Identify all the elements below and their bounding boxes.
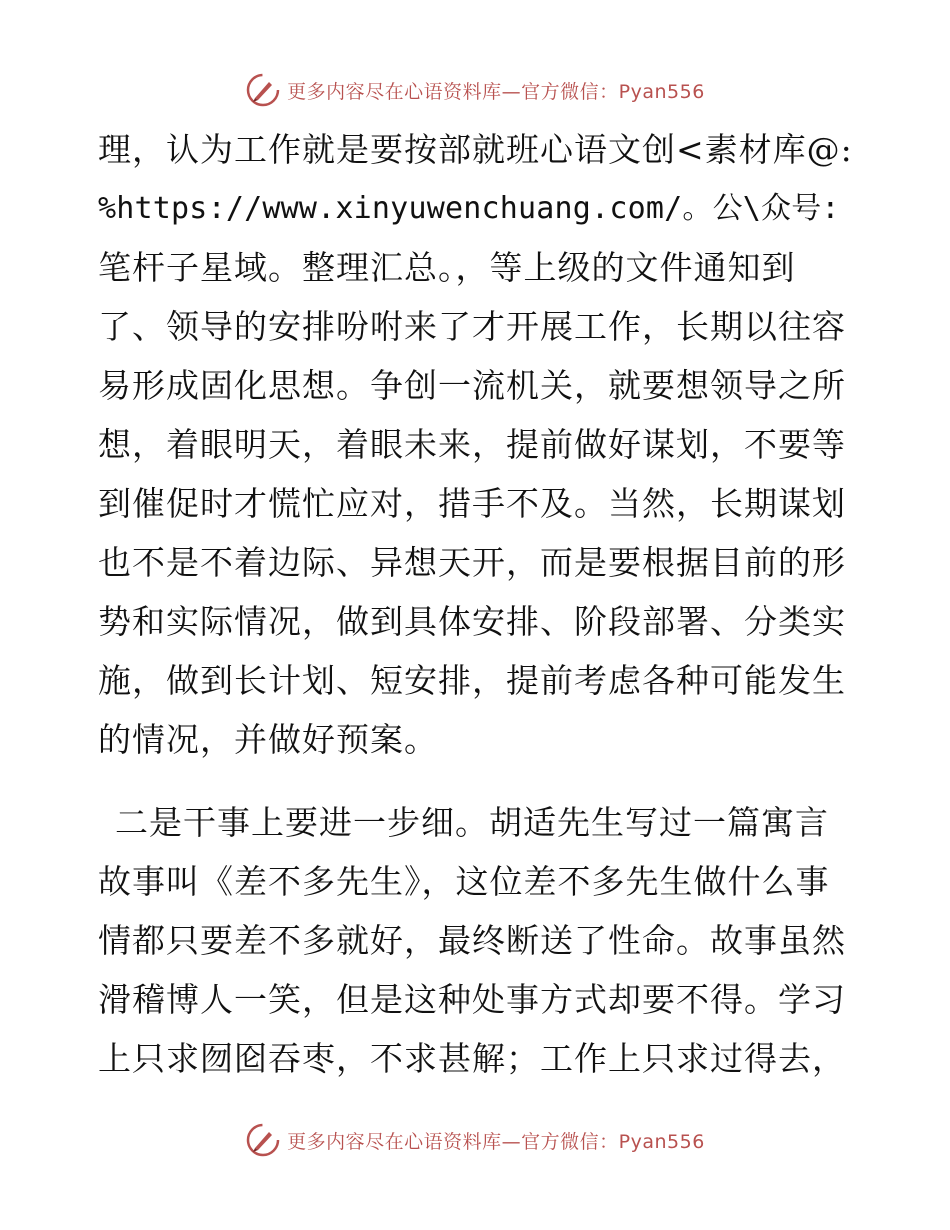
text-line: 了、领导的安排吩咐来了才开展工作，长期以往容	[98, 307, 846, 346]
header-banner-text: 更多内容尽在心语资料库—官方微信：Pyan556	[287, 80, 705, 103]
header-banner	[0, 70, 950, 110]
document-body	[98, 120, 858, 1088]
text-line: 易形成固化思想。争创一流机关，就要想领导之所	[98, 366, 846, 405]
text-line: 的情况，并做好预案。	[98, 720, 438, 759]
quill-pen-icon	[245, 1122, 281, 1158]
text-line: 施，做到长计划、短安排，提前考虑各种可能发生	[98, 661, 846, 700]
text-line: 上只求囫囵吞枣，不求甚解；工作上只求过得去，	[98, 1039, 846, 1078]
text-line: 二是干事上要进一步细。胡适先生写过一篇寓言	[115, 803, 829, 842]
paragraph-1	[98, 120, 858, 769]
text-line: 滑稽博人一笑，但是这种处事方式却要不得。学习	[98, 980, 846, 1019]
quill-pen-icon	[245, 72, 281, 108]
text-line: 也不是不着边际、异想天开，而是要根据目前的形	[98, 543, 846, 582]
footer-banner	[0, 1120, 950, 1160]
text-line: 势和实际情况，做到具体安排、阶段部署、分类实	[98, 602, 846, 641]
text-line: 想，着眼明天，着眼未来，提前做好谋划，不要等	[98, 425, 846, 464]
text-line: 到催促时才慌忙应对，措手不及。当然，长期谋划	[98, 484, 846, 523]
text-line-url: %https://www.xinyuwenchuang.com/。公\众号:	[98, 191, 840, 226]
text-line: 笔杆子星域。整理汇总。，等上级的文件通知到	[98, 248, 796, 287]
paragraph-spacer	[98, 769, 858, 793]
text-line: 情都只要差不多就好，最终断送了性命。故事虽然	[98, 921, 846, 960]
text-line: 故事叫《差不多先生》，这位差不多先生做什么事	[98, 862, 830, 901]
footer-banner-text: 更多内容尽在心语资料库—官方微信：Pyan556	[287, 1130, 705, 1153]
paragraph-2	[98, 793, 858, 1088]
text-line: 理，认为工作就是要按部就班心语文创<素材库@:	[98, 130, 853, 169]
